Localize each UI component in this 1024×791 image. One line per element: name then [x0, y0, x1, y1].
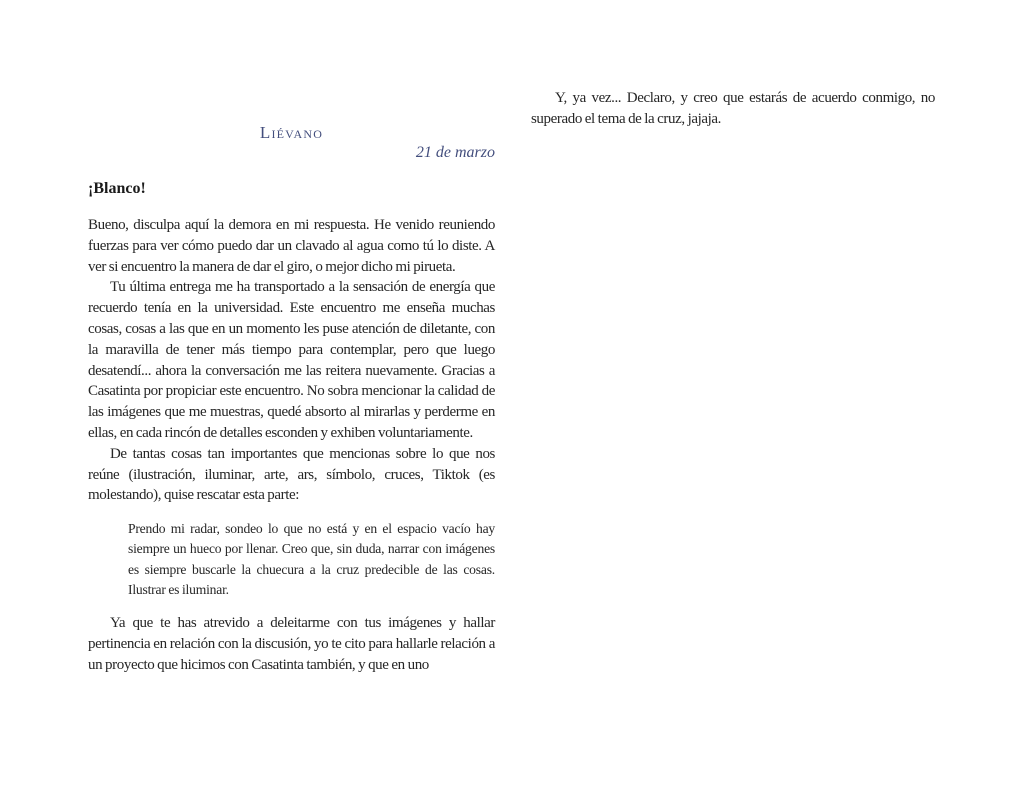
letter-salutation: ¡Blanco!	[88, 180, 146, 197]
letter-continuation-paragraph: Y, ya vez... Declaro, y creo que estarás de acuerdo conmigo, no superado el tema de la cruz, jajaja.	[531, 90, 935, 127]
right-text-column	[531, 84, 935, 130]
letter-paragraph-1: Bueno, disculpa aquí la demora en mi respuesta. He venido reuniendo fuerzas para ver cómo puedo dar un clavado al agua como tú lo diste. A ver si encuentro la manera de dar el giro, o mejor dicho mi pirueta.	[88, 217, 495, 275]
letter-blockquote: Prendo mi radar, sondeo lo que no está y en el espacio vacío hay siempre un hueco por llenar. Creo que, sin duda, narrar con imágenes es siempre buscarle la chuecura a la cruz predecible de las cosas. Ilustrar es iluminar.	[128, 521, 495, 597]
letter-author-heading: Liévano	[259, 123, 324, 142]
letter-paragraph-4: Ya que te has atrevido a deleitarme con tus imágenes y hallar pertinencia en relación con la discusión, yo te cito para hallarle relación a un proyecto que hicimos con Casatinta también, y que en uno	[88, 614, 495, 673]
letter-date: 21 de marzo	[415, 144, 495, 161]
letter-paragraph-3: De tantas cosas tan importantes que mencionas sobre lo que nos reúne (ilustración, iluminar, arte, ars, símbolo, cruces, Tiktok (es molestando), quise rescatar esta parte:	[88, 445, 495, 504]
letter-paragraph-2: Tu última entrega me ha transportado a la sensación de energía que recuerdo tenía en la universidad. Este encuentro me enseña muchas cosas, cosas a las que en un momento les puse atención de diletante, con la maravilla de tener más tiempo para contemplar, pero que luego desatendí... ahora la conversación me las reitera nuevamente. Gracias a Casatinta por propiciar este encuentro. No sobra mencionar la calidad de las imágenes que me muestras, quedé absorto al mirarlas y perderme en ellas, en cada rincón de detalles esconden y exhiben voluntariamente.	[88, 279, 495, 441]
left-text-column	[88, 118, 495, 675]
